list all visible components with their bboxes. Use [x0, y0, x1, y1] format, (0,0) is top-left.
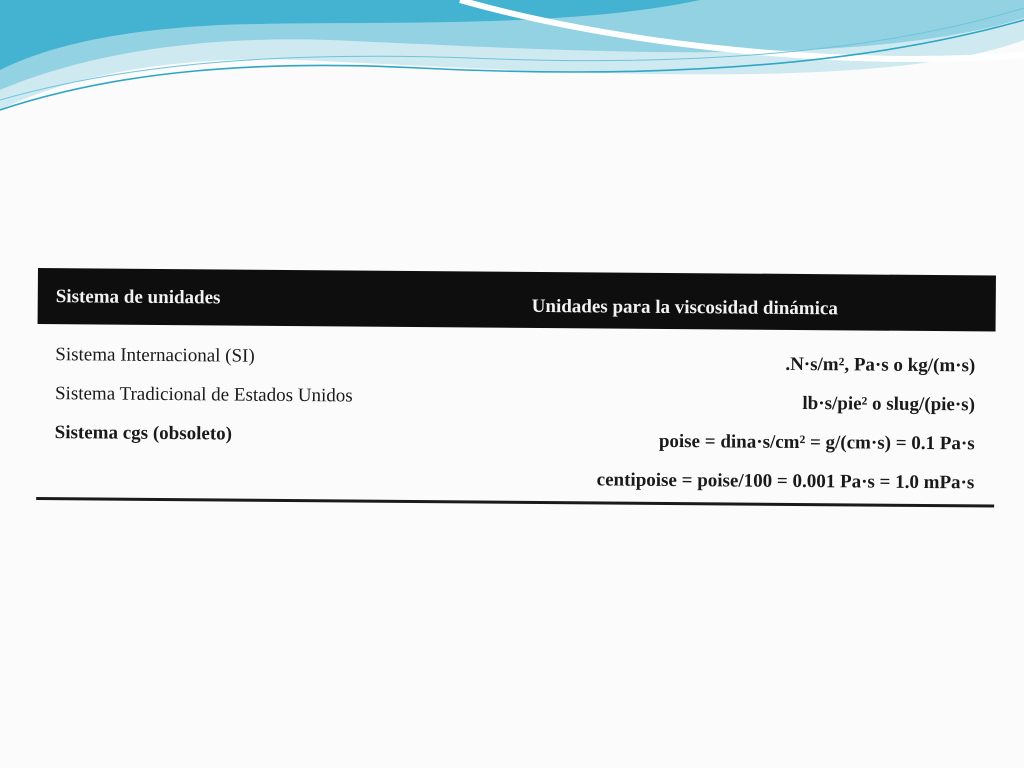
row-system: Sistema cgs (obsoleto)	[54, 422, 233, 445]
table-header	[38, 268, 996, 332]
row-units: poise = dina·s/cm² = g/(cm·s) = 0.1 Pa·s	[658, 430, 975, 455]
table-row	[37, 422, 995, 466]
row-system: Sistema Tradicional de Estados Unidos	[54, 383, 353, 407]
row-system: Sistema Internacional (SI)	[55, 344, 255, 367]
row-units: centipoise = poise/100 = 0.001 Pa·s = 1.0 mPa·s	[596, 469, 975, 494]
table-row	[37, 344, 995, 388]
row-units: lb·s/pie² o slug/(pie·s)	[802, 393, 976, 416]
table-row	[37, 383, 995, 427]
header-dynamic-viscosity-units: Unidades para la viscosidad dinámica	[531, 295, 838, 320]
viscosity-units-table	[36, 268, 996, 528]
row-units: .N·s/m², Pa·s o kg/(m·s)	[785, 353, 976, 377]
header-system-of-units: Sistema de unidades	[55, 286, 221, 309]
